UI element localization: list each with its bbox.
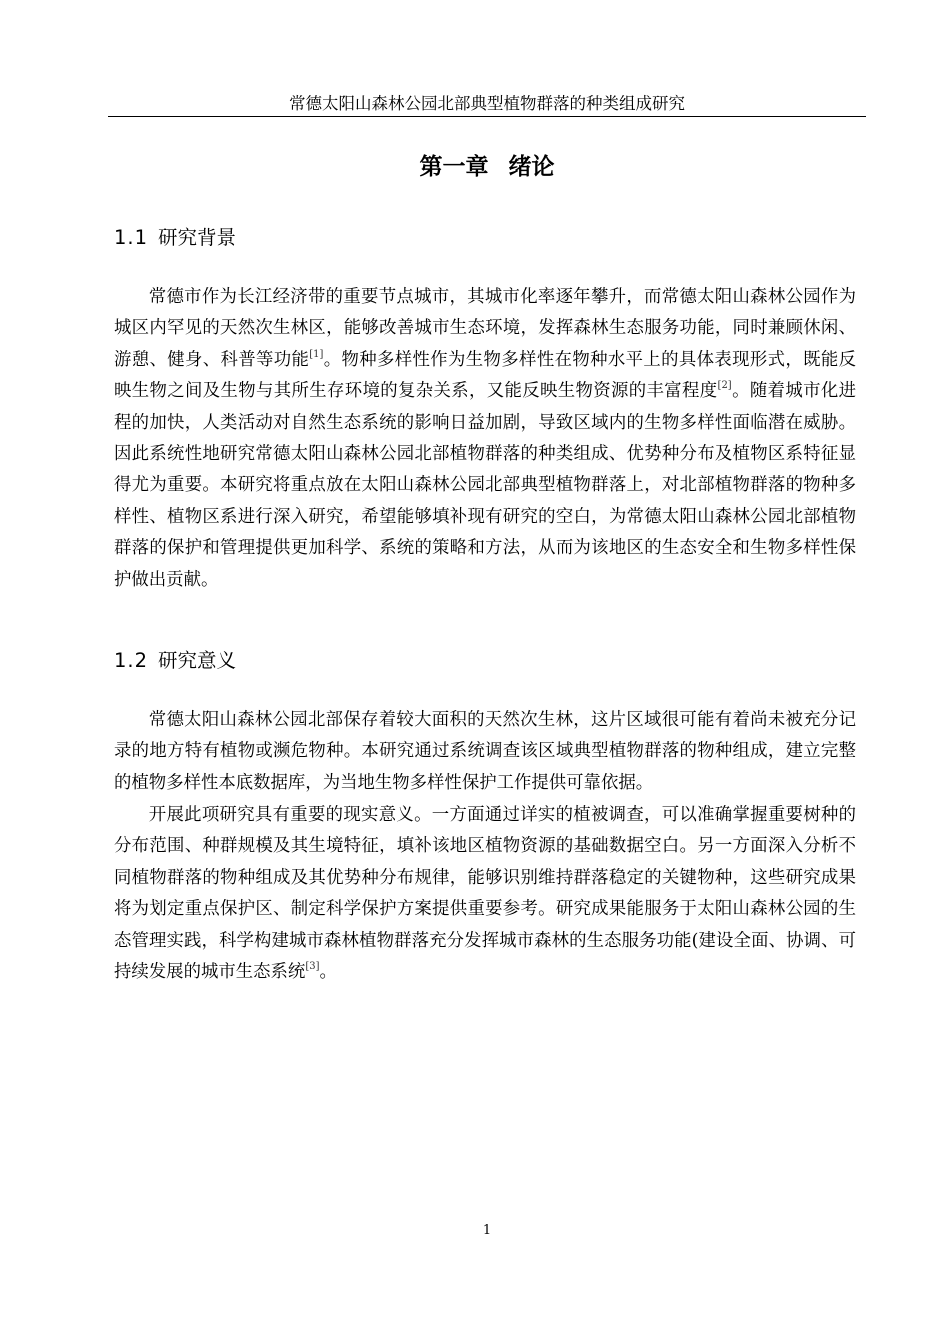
page-number: 1 (482, 1223, 492, 1238)
section-heading-1-2 (114, 647, 814, 675)
section-title: 研究意义 (158, 649, 237, 672)
chapter-title (108, 151, 866, 183)
section-title: 研究背景 (158, 226, 237, 249)
header-rule (108, 116, 866, 117)
paragraph-text: 。 (319, 962, 337, 983)
citation-1: [1] (309, 348, 324, 360)
paragraph-significance-1 (114, 705, 856, 799)
citation-3: [3] (305, 961, 320, 973)
paragraph-text: 常德太阳山森林公园北部保存着较大面积的天然次生林，这片区域很可能有着尚未被充分记录的地方特有植物或濒危物种。本研究通过系统调查该区域典型植物群落的物种组成，建立完整的植物多样性本底数据库，为当地生物多样性保护工作提供可靠依据。 (114, 710, 856, 793)
paragraph-text: 建设全面、协调、可持续发展的城市生态系统 (114, 930, 856, 983)
paragraph-text: 开展此项研究具有重要的现实意义。一方面通过详实的植被调查，可以准确掌握重要树种的分布范围、种群规模及其生境特征，填补该地区植物资源的基础数据空白。另一方面深入分析不同植物群落的物种组成及其优势种分布规律，能够识别维持群落稳定的关键物种，这些研究成果将为划定重点保护区、制定科学保护方案提供重要参考。研究成果能服务于太阳山森林公园的生态管理实践，科学构建城市森林植物群落充分发挥城市森林的生态服务功能 (114, 805, 856, 951)
paragraph-text: 。随着城市化进程的加快，人类活动对自然生态系统的影响日益加剧，导致区域内的生物多样性面临潜在威胁。因此系统性地研究常德太阳山森林公园北部植物群落的种类组成、优势种分布及植物区系特征显得尤为重要。本研究将重点放在太阳山森林公园北部典型植物群落上，对北部植物群落的物种多样性、植物区系进行深入研究，希望能够填补现有研究的空白，为常德太阳山森林公园北部植物群落的保护和管理提供更加科学、系统的策略和方法，从而为该地区的生态安全和生物多样性保护做出贡献。 (114, 381, 856, 590)
chapter-name: 绪论 (508, 154, 555, 180)
section-number: 1.2 (114, 649, 149, 672)
section-heading-1-1 (114, 224, 814, 252)
paragraph-text: ( (691, 930, 699, 951)
paragraph-text: 常德市作为长江经济带的重要节点城市，其城市化率逐年攀升，而常德太阳山森林公园作为城区内罕见的天然次生林区，能够改善城市生态环境，发挥森林生态服务功能，同时兼顾休闲、游憩、健身、科普等功能 (114, 287, 856, 370)
paragraph-significance-2 (114, 800, 856, 988)
chapter-number: 第一章 (419, 154, 489, 180)
citation-2: [2] (717, 380, 732, 392)
paragraph-background (114, 282, 856, 596)
running-header-title: 常德太阳山森林公园北部典型植物群落的种类组成研究 (289, 94, 685, 113)
paragraph-text: 。物种多样性作为生物多样性在物种水平上的具体表现形式，既能反映生物之间及生物与其所生存环境的复杂关系，又能反映生物资源的丰富程度 (114, 349, 856, 402)
section-number: 1.1 (114, 226, 149, 249)
